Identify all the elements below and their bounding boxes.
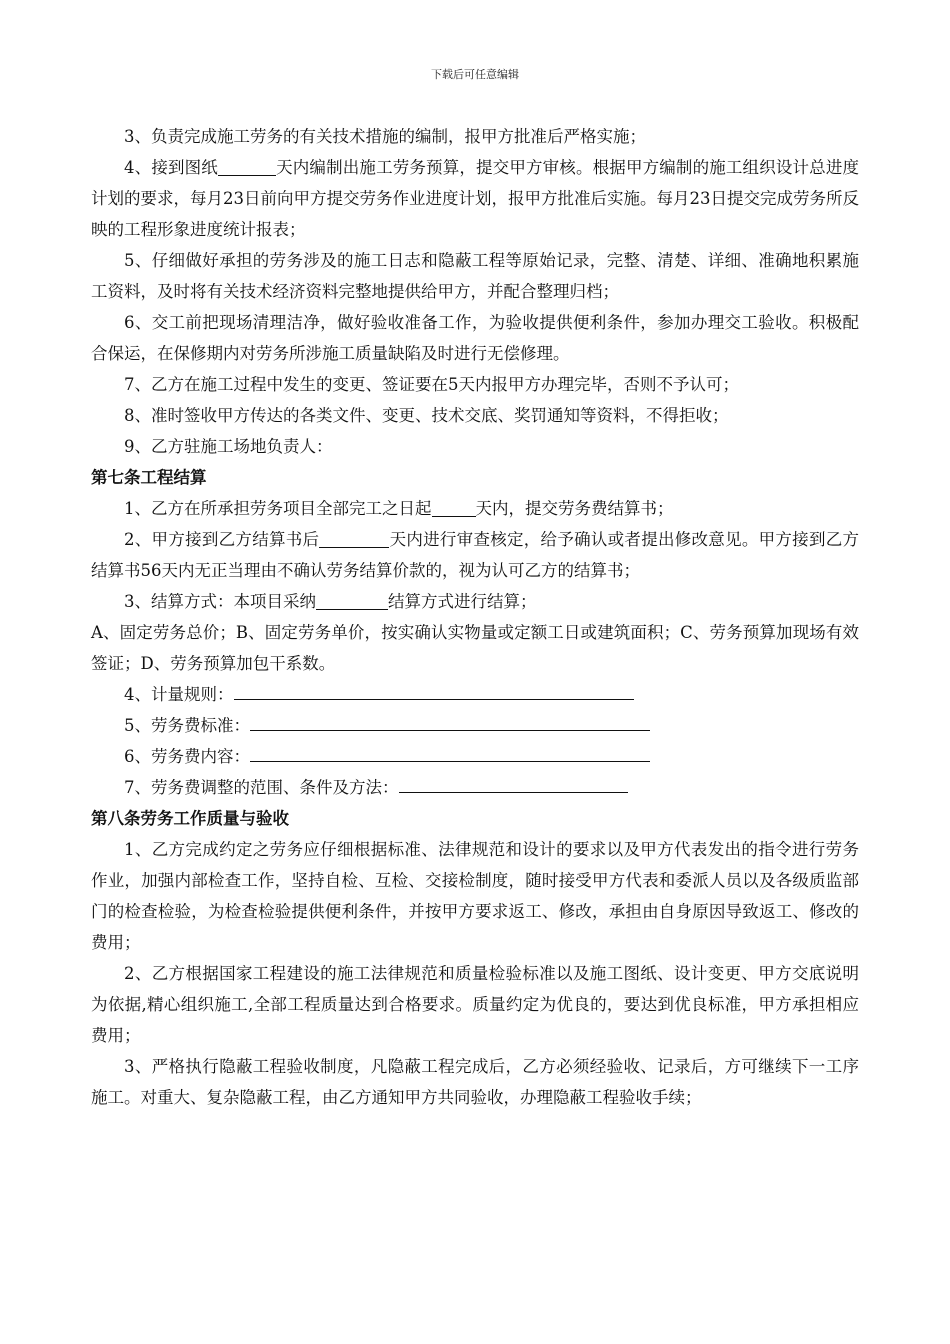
blank-days-review[interactable]	[319, 529, 389, 548]
clause-6-9: 9、乙方驻施工场地负责人：	[124, 437, 333, 456]
clause-7-3-rest: 结算方式进行结算；	[388, 592, 537, 611]
fee-standard-blank[interactable]	[250, 710, 650, 731]
clause-8-1: 1、乙方完成约定之劳务应仔细根据标准、法律规范和设计的要求以及甲方代表发出的指令进行劳务作业，加强内部检查工作，坚持自检、互检、交接检制度，随时接受甲方代表和委派人员以及各级质监部门的检查检验，为检查检验提供便利条件，并按甲方要求返工、修改，承担由自身原因导致返工、修改的费用；	[91, 840, 859, 952]
document-body	[91, 121, 859, 1113]
blank-settlement-method[interactable]	[316, 591, 388, 610]
clause-7-3-start: 3、结算方式：本项目采纳	[124, 592, 316, 611]
fee-adjustment-blank[interactable]	[399, 772, 628, 793]
clause-7-1-rest: 天内，提交劳务费结算书；	[475, 499, 674, 518]
measurement-rules-label: 4、计量规则：	[124, 685, 234, 704]
fee-standard-label: 5、劳务费标准：	[124, 716, 250, 735]
clause-6-4-start: 4、接到图纸	[124, 158, 218, 177]
clause-7-2-start: 2、甲方接到乙方结算书后	[124, 530, 320, 549]
clause-7-5	[91, 710, 859, 741]
fee-adjustment-label: 7、劳务费调整的范围、条件及方法：	[124, 778, 399, 797]
fee-content-blank[interactable]	[250, 741, 650, 762]
clause-7-3	[91, 586, 859, 617]
page-header-watermark: 下载后可任意编辑	[431, 68, 519, 81]
clause-6-8: 8、准时签收甲方传达的各类文件、变更、技术交底、奖罚通知等资料，不得拒收；	[124, 406, 729, 425]
clause-7-6	[91, 741, 859, 772]
clause-6-5: 5、仔细做好承担的劳务涉及的施工日志和隐蔽工程等原始记录，完整、清楚、详细、准确地积累施工资料，及时将有关技术经济资料完整地提供给甲方，并配合整理归档；	[91, 251, 859, 301]
blank-days-settlement[interactable]	[432, 498, 476, 517]
clause-7-2-rest: 天内进行审查核定，给予确认或者提出修改意见。甲方接到乙方结算书56天内无正当理由不确认劳务结算价款的，视为认可乙方的结算书；	[91, 530, 860, 580]
article-8-title: 第八条劳务工作质量与验收	[91, 809, 289, 828]
clause-6-7: 7、乙方在施工过程中发生的变更、签证要在5天内报甲方办理完毕，否则不予认可；	[124, 375, 739, 394]
clause-8-3: 3、严格执行隐蔽工程验收制度，凡隐蔽工程完成后，乙方必须经验收、记录后，方可继续下一工序施工。对重大、复杂隐蔽工程，由乙方通知甲方共同验收，办理隐蔽工程验收手续；	[91, 1057, 859, 1107]
clause-7-7	[91, 772, 859, 803]
clause-6-4-rest: 天内编制出施工劳务预算，提交甲方审核。根据甲方编制的施工组织设计总进度计划的要求，每月23日前向甲方提交劳务作业进度计划，报甲方批准后实施。每月23日提交完成劳务所反映的工程形象进度统计报表；	[91, 158, 860, 239]
clause-8-2: 2、乙方根据国家工程建设的施工法律规范和质量检验标准以及施工图纸、设计变更、甲方交底说明为依据,精心组织施工,全部工程质量达到合格要求。质量约定为优良的，要达到优良标准，甲方承担相应费用；	[91, 964, 859, 1045]
article-7-title: 第七条工程结算	[91, 468, 207, 487]
measurement-rules-blank[interactable]	[234, 679, 634, 700]
fee-content-label: 6、劳务费内容：	[124, 747, 250, 766]
blank-days-budget[interactable]	[218, 157, 276, 176]
clause-7-1	[91, 493, 859, 524]
clause-6-6: 6、交工前把现场清理洁净，做好验收准备工作，为验收提供便利条件，参加办理交工验收。积极配合保运，在保修期内对劳务所涉施工质量缺陷及时进行无偿修理。	[91, 313, 859, 363]
clause-7-1-start: 1、乙方在所承担劳务项目全部完工之日起	[124, 499, 432, 518]
clause-6-4	[91, 152, 859, 245]
settlement-options: A、固定劳务总价；B、固定劳务单价，按实确认实物量或定额工日或建筑面积；C、劳务预算加现场有效签证；D、劳务预算加包干系数。	[91, 623, 859, 673]
clause-7-4	[91, 679, 859, 710]
clause-7-2	[91, 524, 859, 586]
clause-6-3: 3、负责完成施工劳务的有关技术措施的编制，报甲方批准后严格实施；	[124, 127, 646, 146]
